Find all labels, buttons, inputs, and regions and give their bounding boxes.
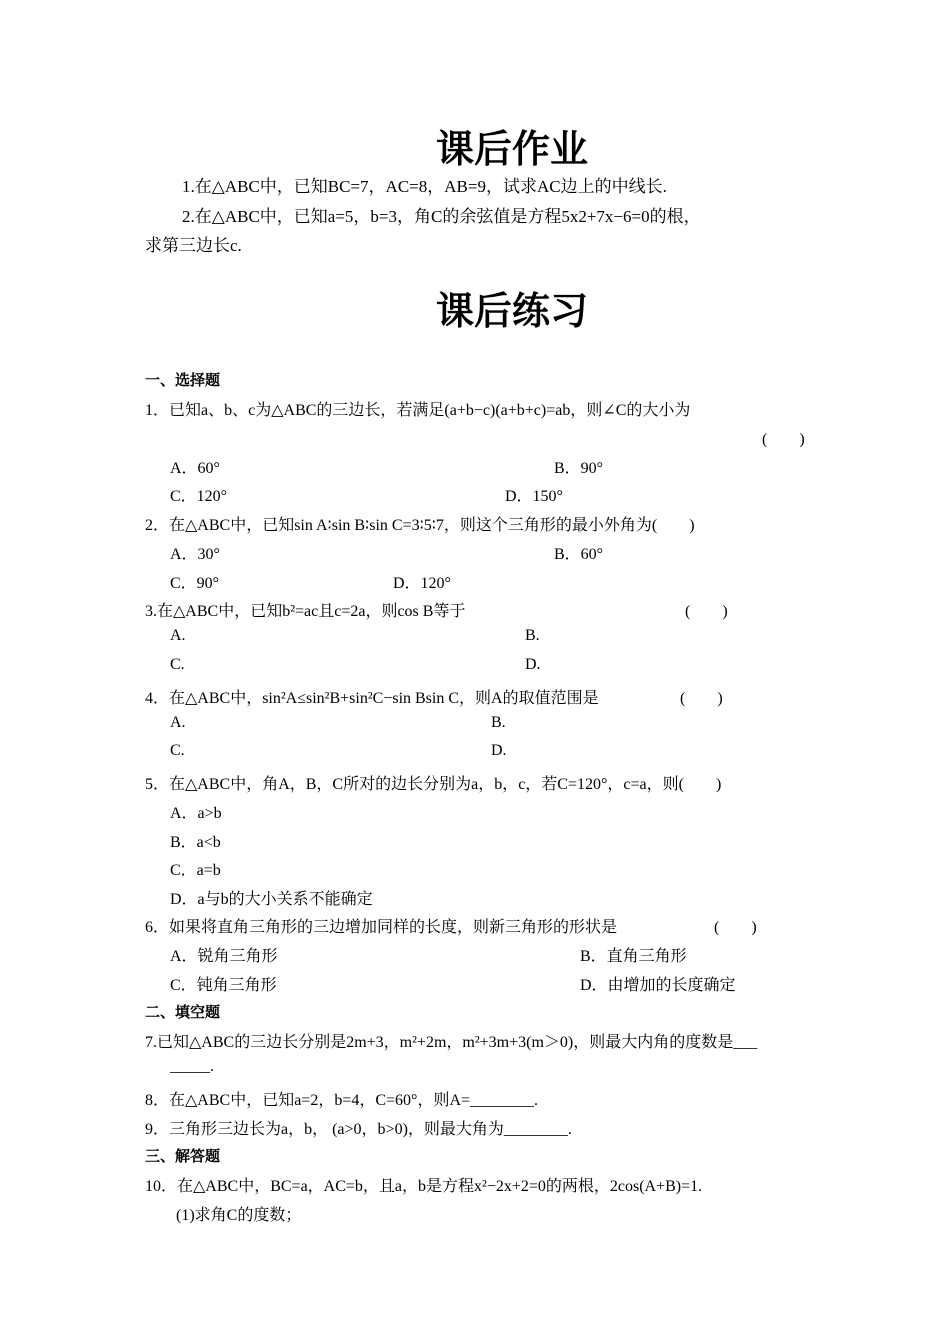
q6-paren: ( ): [714, 919, 757, 936]
homework-item-2-cont: 求第三边长c.: [145, 236, 242, 255]
q5-stem: 5．在△ABC中，角A，B，C所对的边长分别为a，b，c，若C=120°，c=a，则( ): [145, 776, 722, 793]
q3-paren: ( ): [685, 603, 728, 620]
q6-option-c: C．钝角三角形: [170, 977, 277, 994]
q1-option-c: C．120°: [170, 488, 228, 505]
q6-option-b: B．直角三角形: [580, 948, 687, 965]
q4-option-b: B.: [491, 714, 506, 731]
q7-cont: _____.: [170, 1058, 214, 1075]
q9-stem: 9．三角形三边长为a，b， (a>0，b>0)，则最大角为________.: [145, 1121, 572, 1138]
q2-option-d: D．120°: [393, 575, 451, 592]
q3-option-a: A.: [170, 627, 186, 644]
q5-option-a: A．a>b: [170, 805, 222, 822]
q2-option-c: C．90°: [170, 575, 220, 592]
q4-option-d: D.: [491, 742, 507, 759]
q10-part-1: (1)求角C的度数；: [176, 1207, 302, 1224]
q8-stem: 8．在△ABC中，已知a=2，b=4，C=60°，则A=________.: [145, 1092, 539, 1109]
q3-option-c: C.: [170, 656, 185, 673]
q1-paren: ( ): [762, 431, 805, 448]
q4-option-c: C.: [170, 742, 185, 759]
q10-stem: 10．在△ABC中，BC=a，AC=b，且a，b是方程x²−2x+2=0的两根，2cos(A+B)=1.: [145, 1178, 703, 1195]
q5-option-c: C．a=b: [170, 862, 221, 879]
homework-item-2: 2.在△ABC中，已知a=5，b=3，角C的余弦值是方程5x2+7x−6=0的根，: [182, 207, 701, 226]
section-solve: 三、解答题: [145, 1147, 221, 1165]
q2-option-a: A．30°: [170, 546, 220, 563]
q6-stem: 6．如果将直角三角形的三边增加同样的长度，则新三角形的形状是: [145, 919, 618, 936]
q4-stem: 4．在△ABC中，sin²A≤sin²B+sin²C−sin Bsin C，则A的取值范围是: [145, 690, 599, 707]
q3-option-d: D.: [525, 656, 541, 673]
q5-option-d: D．a与b的大小关系不能确定: [170, 891, 373, 908]
q3-stem: 3.在△ABC中，已知b²=ac且c=2a，则cos B等于: [145, 603, 466, 620]
q1-option-b: B．90°: [554, 460, 604, 477]
homework-title: 课后作业: [435, 127, 588, 171]
q3-option-b: B.: [525, 627, 540, 644]
practice-title: 课后练习: [435, 289, 588, 333]
homework-item-1: 1.在△ABC中，已知BC=7，AC=8，AB=9，试求AC边上的中线长.: [182, 177, 667, 196]
q4-option-a: A.: [170, 714, 186, 731]
q2-stem: 2．在△ABC中，已知sin A∶sin B∶sin C=3∶5∶7，则这个三角形的最小外角为( ): [145, 517, 695, 534]
q1-option-a: A．60°: [170, 460, 220, 477]
section-fill-blank: 二、填空题: [145, 1003, 221, 1021]
q1-option-d: D．150°: [505, 488, 563, 505]
q6-option-d: D．由增加的长度确定: [580, 977, 736, 994]
q1-stem: 1．已知a、b、c为△ABC的三边长，若满足(a+b−c)(a+b+c)=ab，则∠C的大小为: [145, 402, 691, 419]
q7-stem: 7.已知△ABC的三边长分别是2m+3，m²+2m，m²+3m+3(m＞0)，则最大内角的度数是___: [145, 1034, 758, 1051]
q4-paren: ( ): [680, 690, 723, 707]
q5-option-b: B．a<b: [170, 834, 221, 851]
q2-option-b: B．60°: [554, 546, 604, 563]
q6-option-a: A．锐角三角形: [170, 948, 278, 965]
section-choice: 一、选择题: [145, 371, 221, 389]
